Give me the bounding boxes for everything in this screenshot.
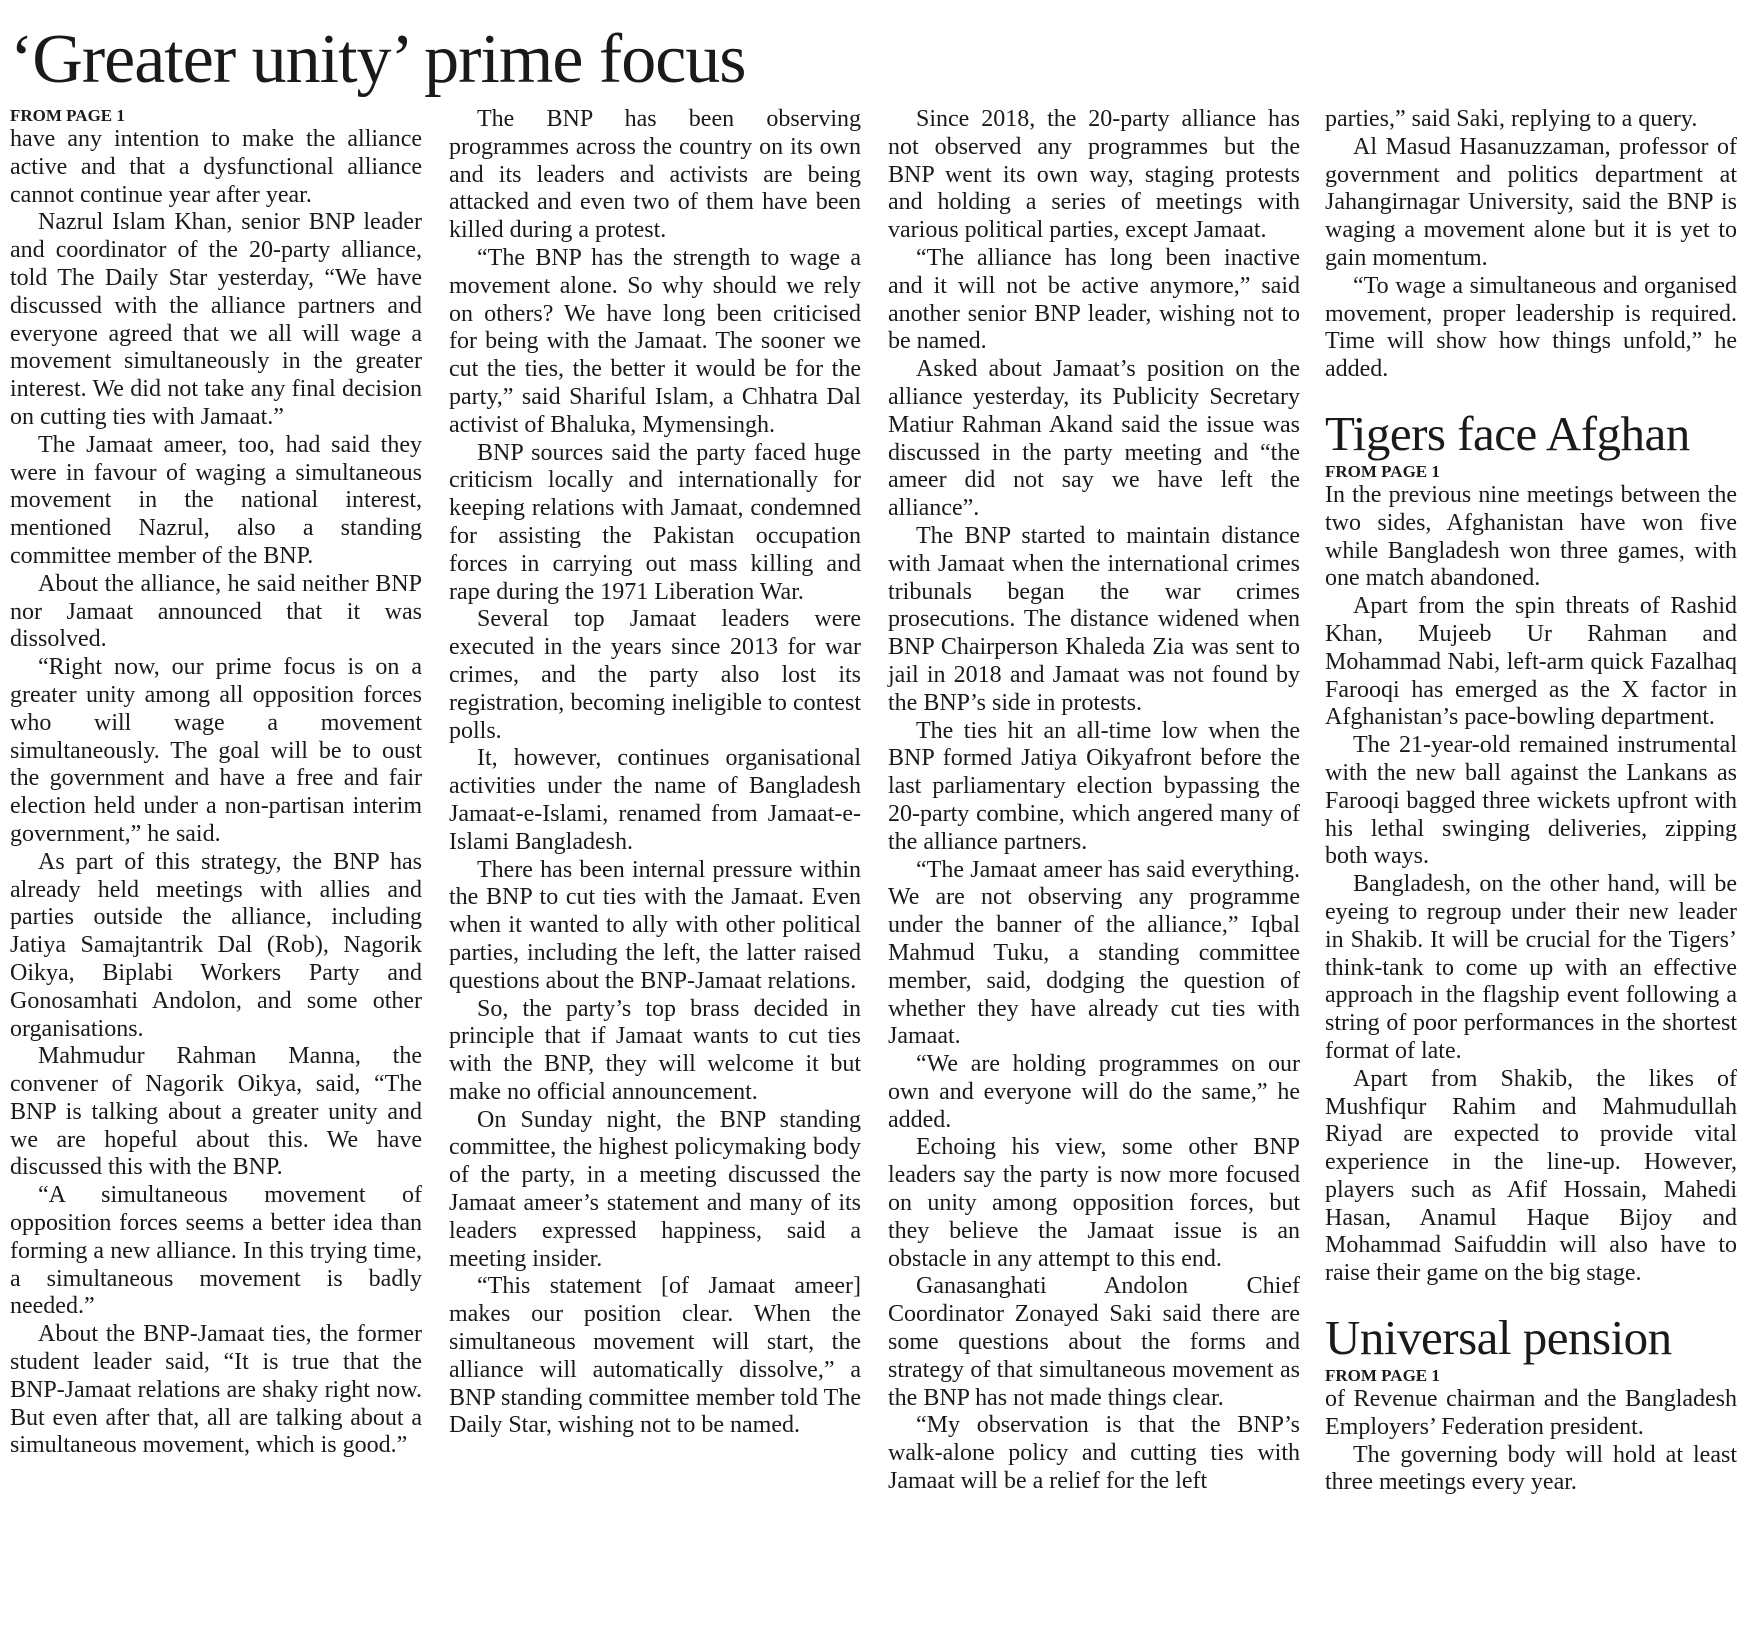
article-column-1 xyxy=(10,106,422,1460)
paragraph: The 21-year-old remained instrumental with the new ball against the Lankans as Farooqi bagged three wickets upfront with his lethal swinging deliveries, zipping both ways. xyxy=(1325,732,1737,870)
paragraph: “The alliance has long been inactive and it will not be active anymore,” said another senior BNP leader, wishing not to be named. xyxy=(888,244,1300,355)
paragraph: “The Jamaat ameer has said everything. We are not observing any programme under the banner of the alliance,” Iqbal Mahmud Tuku, a standing committee member, said, dodging the question of whether they have already cut ties with Jamaat. xyxy=(888,856,1300,1050)
paragraph: Asked about Jamaat’s position on the alliance yesterday, its Publicity Secretary Matiur Rahman Akand said the issue was discussed in the party meeting and “the ameer did not say we have left the alliance”. xyxy=(888,356,1300,522)
paragraph: “This statement [of Jamaat ameer] makes our position clear. When the simultaneous movement will start, the alliance will automatically dissolve,” a BNP standing committee member told The Daily Star, wishing not to be named. xyxy=(449,1273,861,1439)
paragraph: Mahmudur Rahman Manna, the convener of Nagorik Oikya, said, “The BNP is talking about a greater unity and we are hopeful about this. We have discussed this with the BNP. xyxy=(10,1043,422,1181)
paragraph: Nazrul Islam Khan, senior BNP leader and coordinator of the 20-party alliance, told The Daily Star yesterday, “We have discussed with the alliance partners and everyone agreed that we all will wage a movement simultaneously in the greater interest. We did not take any final decision on cutting ties with Jamaat.” xyxy=(10,209,422,430)
article-column-2 xyxy=(449,106,861,1440)
paragraph: About the BNP-Jamaat ties, the former student leader said, “It is true that the BNP-Jamaat relations are shaky right now. But even after that, all are talking about a simultaneous movement, which is good.” xyxy=(10,1321,422,1459)
pension-kicker: FROM PAGE 1 xyxy=(1325,1366,1440,1386)
paragraph: Apart from the spin threats of Rashid Khan, Mujeeb Ur Rahman and Mohammad Nabi, left-arm quick Fazalhaq Farooqi has emerged as the X factor in Afghanistan’s pace-bowling department. xyxy=(1325,593,1737,731)
paragraph: “The BNP has the strength to wage a movement alone. So why should we rely on others? We have long been criticised for being with the Jamaat. The sooner we cut the ties, the better it would be for the party,” said Shariful Islam, a Chhatra Dal activist of Bhaluka, Mymensingh. xyxy=(449,244,861,438)
paragraph: of Revenue chairman and the Bangladesh Employers’ Federation president. xyxy=(1325,1386,1737,1440)
paragraph: “A simultaneous movement of opposition forces seems a better idea than forming a new alliance. In this trying time, a simultaneous movement is badly needed.” xyxy=(10,1182,422,1320)
paragraph: On Sunday night, the BNP standing committee, the highest policymaking body of the party, in a meeting discussed the Jamaat ameer’s statement and many of its leaders expressed happiness, said a meeting insider. xyxy=(449,1106,861,1272)
paragraph: It, however, continues organisational activities under the name of Bangladesh Jamaat-e-Islami, renamed from Jamaat-e-Islami Bangladesh. xyxy=(449,745,861,855)
paragraph: Several top Jamaat leaders were executed in the years since 2013 for war crimes, and the party also lost its registration, becoming ineligible to contest polls. xyxy=(449,606,861,744)
paragraph: The governing body will hold at least three meetings every year. xyxy=(1325,1441,1737,1496)
article-column-3 xyxy=(888,106,1300,1496)
paragraph: Echoing his view, some other BNP leaders say the party is now more focused on unity among opposition forces, but they believe the Jamaat issue is an obstacle in any attempt to this end. xyxy=(888,1134,1300,1272)
paragraph: “My observation is that the BNP’s walk-alone policy and cutting ties with Jamaat will be a relief for the left xyxy=(888,1412,1300,1495)
page-headline: ‘Greater unity’ prime focus xyxy=(10,21,746,98)
paragraph: “Right now, our prime focus is on a greater unity among all opposition forces who will wage a movement simultaneously. The goal will be to oust the government and have a free and fair election held under a non-partisan interim government,” he said. xyxy=(10,654,422,847)
paragraph: So, the party’s top brass decided in principle that if Jamaat wants to cut ties with the BNP, they will welcome it but make no official announcement. xyxy=(449,995,861,1105)
paragraph: have any intention to make the alliance active and that a dysfunctional alliance cannot continue year after year. xyxy=(10,126,422,208)
paragraph: About the alliance, he said neither BNP nor Jamaat announced that it was dissolved. xyxy=(10,570,422,653)
from-page-kicker: FROM PAGE 1 xyxy=(10,106,125,125)
paragraph: There has been internal pressure within the BNP to cut ties with the Jamaat. Even when it wanted to ally with other political parties, including the left, the latter raised questions about the BNP-Jamaat relations. xyxy=(449,856,861,994)
tigers-headline: Tigers face Afghan xyxy=(1325,405,1690,461)
paragraph: The ties hit an all-time low when the BNP formed Jatiya Oikyafront before the last parliamentary election bypassing the 20-party combine, which angered many of the alliance partners. xyxy=(888,717,1300,855)
paragraph: parties,” said Saki, replying to a query. xyxy=(1325,106,1698,132)
paragraph: The BNP has been observing programmes across the country on its own and its leaders and activists are being attacked and even two of them have been killed during a protest. xyxy=(449,106,861,244)
paragraph: “To wage a simultaneous and organised movement, proper leadership is required. Time will show how things unfold,” he added. xyxy=(1325,272,1737,383)
paragraph: The BNP started to maintain distance with Jamaat when the international crimes tribunals began the war crimes prosecutions. The distance widened when BNP Chairperson Khaleda Zia was sent to jail in 2018 and Jamaat was not found by the BNP’s side in protests. xyxy=(888,522,1300,716)
paragraph: In the previous nine meetings between the two sides, Afghanistan have won five while Bangladesh won three games, with one match abandoned. xyxy=(1325,481,1737,592)
paragraph: As part of this strategy, the BNP has already held meetings with allies and parties outside the alliance, including Jatiya Samajtantrik Dal (Rob), Nagorik Oikya, Biplabi Workers Party and Gonosamhati Andolon, and some other organisations. xyxy=(10,848,422,1042)
paragraph: Apart from Shakib, the likes of Mushfiqur Rahim and Mahmudullah Riyad are expected to provide vital experience in the line-up. However, players such as Afif Hossain, Mahedi Hasan, Anamul Haque Bijoy and Mohammad Saifuddin will also have to raise their game on the big stage. xyxy=(1325,1065,1737,1287)
paragraph: Al Masud Hasanuzzaman, professor of government and politics department at Jahangirnagar University, said the BNP is waging a movement alone but it is yet to gain momentum. xyxy=(1325,133,1737,271)
pension-headline: Universal pension xyxy=(1325,1310,1672,1366)
paragraph: “We are holding programmes on our own and everyone will do the same,” he added. xyxy=(888,1051,1300,1133)
article-column-4 xyxy=(1325,106,1737,1497)
paragraph: The Jamaat ameer, too, had said they were in favour of waging a simultaneous movement in the national interest, mentioned Nazrul, also a standing committee member of the BNP. xyxy=(10,431,422,569)
paragraph: Ganasanghati Andolon Chief Coordinator Zonayed Saki said there are some questions about the forms and strategy of that simultaneous movement as the BNP has not made things clear. xyxy=(888,1273,1300,1411)
paragraph: Bangladesh, on the other hand, will be eyeing to regroup under their new leader in Shakib. It will be crucial for the Tigers’ think-tank to come up with an effective approach in the flagship event following a string of poor performances in the shortest format of late. xyxy=(1325,871,1737,1064)
paragraph: BNP sources said the party faced huge criticism locally and internationally for keeping relations with Jamaat, condemned for assisting the Pakistan occupation forces in carrying out mass killing and rape during the 1971 Liberation War. xyxy=(449,439,861,605)
paragraph: Since 2018, the 20-party alliance has not observed any programmes but the BNP went its own way, staging protests and holding a series of meetings with various political parties, except Jamaat. xyxy=(888,106,1300,244)
tigers-kicker: FROM PAGE 1 xyxy=(1325,461,1440,481)
